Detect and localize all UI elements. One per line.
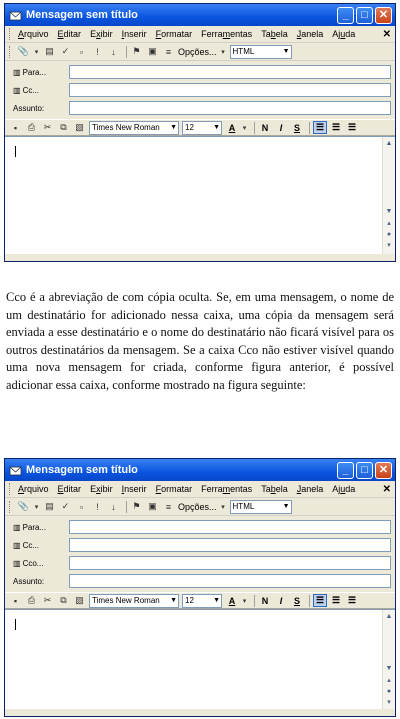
window-title: Mensagem sem título (26, 464, 138, 476)
close-button[interactable]: ✕ (375, 7, 392, 24)
options-icon[interactable]: ≡ (165, 46, 172, 57)
chevron-down-icon: ▼ (213, 123, 220, 131)
dropdown-arrow-icon[interactable]: ▾ (34, 503, 39, 511)
to-row (13, 63, 391, 81)
menu-item-1[interactable]: Editar (57, 29, 82, 39)
bcc-label: Cco... (22, 558, 44, 568)
window-title: Mensagem sem título (26, 9, 138, 21)
font-name-select[interactable] (89, 594, 179, 608)
options-button[interactable]: Opções... (178, 46, 217, 57)
menu-item-5[interactable]: Ferramentas (201, 29, 253, 39)
align-left-icon[interactable]: ☰ (313, 594, 327, 607)
underline-button[interactable]: S (293, 122, 300, 133)
save-icon[interactable]: ▪ (13, 122, 18, 133)
separator (254, 122, 255, 134)
next-page-icon[interactable]: ▾ (387, 242, 391, 249)
chevron-down-icon: ▼ (282, 502, 290, 510)
toolbar-grip (9, 46, 13, 58)
align-center-icon[interactable]: ☰ (331, 595, 341, 605)
menu-item-5[interactable]: Ferramentas (201, 484, 253, 494)
bold-button[interactable]: N (261, 122, 269, 133)
to-input[interactable] (69, 520, 391, 534)
menu-item-4[interactable]: Formatar (155, 29, 193, 39)
attach-icon[interactable]: 📎 (17, 46, 30, 56)
menu-item-6[interactable]: Tabela (261, 29, 288, 39)
priority-low-icon[interactable]: ↓ (111, 46, 116, 57)
next-page-icon[interactable]: ▾ (387, 699, 391, 706)
font-color-icon[interactable]: A (228, 122, 236, 133)
dropdown-arrow-icon[interactable]: ▾ (242, 597, 247, 605)
to-label: Para... (22, 522, 47, 532)
priority-high-icon[interactable]: ! (96, 46, 99, 57)
cc-button[interactable] (13, 541, 69, 550)
close-button[interactable]: ✕ (375, 462, 392, 479)
to-input[interactable] (69, 65, 391, 79)
cc-row (13, 536, 391, 554)
minimize-button[interactable]: _ (337, 462, 354, 479)
address-book-icon[interactable]: ▤ (45, 46, 54, 56)
spell-check-icon[interactable]: ✓ (61, 46, 70, 56)
menu-item-7[interactable]: Janela (296, 484, 324, 494)
italic-button[interactable]: I (279, 122, 283, 133)
scroll-down-icon[interactable]: ▼ (385, 664, 393, 672)
font-name-value: Times New Roman (92, 595, 160, 605)
formatting-toolbar (5, 592, 395, 609)
format-value: HTML (232, 501, 255, 511)
scroll-up-icon[interactable]: ▲ (385, 612, 393, 620)
encrypt-icon[interactable]: ▣ (148, 501, 157, 511)
subject-label: Assunto: (13, 103, 45, 113)
address-book-icon: ▥ (13, 85, 21, 95)
dropdown-arrow-icon[interactable]: ▾ (221, 503, 225, 511)
bcc-input[interactable] (69, 556, 391, 570)
browse-object-icon[interactable]: ● (386, 230, 392, 238)
format-value: HTML (232, 46, 255, 56)
font-size-value: 12 (185, 122, 194, 132)
font-size-select[interactable] (182, 594, 222, 608)
address-fields (5, 61, 395, 119)
formatting-toolbar (5, 119, 395, 136)
previous-page-icon[interactable]: ▴ (387, 220, 391, 227)
menu-item-1[interactable]: Editar (57, 484, 82, 494)
previous-page-icon[interactable]: ▴ (387, 677, 391, 684)
font-size-select[interactable] (182, 121, 222, 135)
format-select[interactable] (230, 45, 292, 59)
menu-item-3[interactable]: Inserir (121, 484, 147, 494)
scroll-down-icon[interactable]: ▼ (385, 207, 393, 215)
priority-low-icon[interactable]: ↓ (111, 501, 116, 512)
flag-icon[interactable]: ⚑ (132, 501, 141, 511)
text-cursor (15, 619, 16, 630)
cc-label: Cc... (22, 85, 40, 95)
standard-toolbar (5, 43, 395, 61)
subject-label: Assunto: (13, 576, 45, 586)
text-cursor (15, 146, 16, 157)
paste-icon[interactable]: ▧ (75, 595, 84, 605)
to-button[interactable] (13, 523, 69, 532)
vertical-scrollbar[interactable] (382, 137, 395, 254)
align-left-icon[interactable]: ☰ (313, 121, 327, 134)
maximize-button[interactable]: □ (356, 462, 373, 479)
spell-check-icon[interactable]: ✓ (61, 501, 70, 511)
compose-window-1 (4, 3, 396, 262)
address-book-icon: ▥ (13, 522, 21, 532)
scroll-up-icon[interactable]: ▲ (385, 139, 393, 147)
to-row (13, 518, 391, 536)
menu-bar (5, 26, 395, 43)
menu-item-3[interactable]: Inserir (121, 29, 147, 39)
font-name-value: Times New Roman (92, 122, 160, 132)
attach-file-icon[interactable]: ▫ (79, 46, 84, 57)
chevron-down-icon: ▼ (170, 596, 177, 604)
cc-row (13, 81, 391, 99)
flag-icon[interactable]: ⚑ (132, 46, 141, 56)
menu-item-4[interactable]: Formatar (155, 484, 193, 494)
to-button[interactable] (13, 68, 69, 77)
attach-icon[interactable]: 📎 (17, 501, 30, 511)
maximize-button[interactable]: □ (356, 7, 373, 24)
cc-input[interactable] (69, 538, 391, 552)
underline-button[interactable]: S (293, 595, 300, 606)
print-icon[interactable]: ⎙ (27, 122, 36, 132)
font-color-icon[interactable]: A (228, 595, 236, 606)
chevron-down-icon: ▼ (170, 123, 177, 131)
outlook-express-icon (8, 8, 22, 22)
cc-button[interactable] (13, 86, 69, 95)
menu-item-8[interactable]: Ajuda (332, 29, 356, 39)
bcc-button[interactable] (13, 559, 69, 568)
save-icon[interactable]: ▪ (13, 595, 18, 606)
message-body[interactable] (5, 136, 395, 254)
cc-input[interactable] (69, 83, 391, 97)
align-center-icon[interactable]: ☰ (331, 122, 341, 132)
close-document-icon[interactable]: ✕ (382, 28, 391, 40)
paste-icon[interactable]: ▧ (75, 122, 84, 132)
dropdown-arrow-icon[interactable]: ▾ (242, 124, 247, 132)
align-right-icon[interactable]: ☰ (347, 595, 357, 605)
menu-bar (5, 481, 395, 498)
copy-icon[interactable]: ⧉ (60, 122, 67, 132)
font-size-value: 12 (185, 595, 194, 605)
italic-button[interactable]: I (279, 595, 283, 606)
copy-icon[interactable]: ⧉ (60, 595, 67, 605)
options-icon[interactable]: ≡ (165, 501, 172, 512)
format-select[interactable] (230, 500, 292, 514)
attach-file-icon[interactable]: ▫ (79, 501, 84, 512)
minimize-button[interactable]: _ (337, 7, 354, 24)
menu-item-8[interactable]: Ajuda (332, 484, 356, 494)
align-right-icon[interactable]: ☰ (347, 122, 357, 132)
priority-high-icon[interactable]: ! (96, 501, 99, 512)
browse-object-icon[interactable]: ● (386, 687, 392, 695)
encrypt-icon[interactable]: ▣ (148, 46, 157, 56)
bold-button[interactable]: N (261, 595, 269, 606)
address-book-icon: ▥ (13, 558, 21, 568)
menu-item-7[interactable]: Janela (296, 29, 324, 39)
separator (254, 595, 255, 607)
subject-row (13, 572, 391, 590)
cut-icon[interactable]: ✂ (43, 595, 52, 605)
address-book-icon[interactable]: ▤ (45, 501, 54, 511)
menu-item-0[interactable]: Arquivo (18, 29, 49, 39)
separator (309, 122, 310, 134)
title-bar[interactable] (5, 459, 395, 481)
menu-grip (9, 28, 13, 40)
separator (126, 501, 127, 513)
chevron-down-icon: ▼ (282, 47, 290, 55)
cc-label: Cc... (22, 540, 40, 550)
to-label: Para... (22, 67, 47, 77)
message-body[interactable] (5, 609, 395, 709)
chevron-down-icon: ▼ (213, 596, 220, 604)
separator (126, 46, 127, 58)
menu-item-2[interactable]: Exibir (90, 29, 113, 39)
address-fields (5, 516, 395, 592)
vertical-scrollbar[interactable] (382, 610, 395, 709)
subject-row (13, 99, 391, 117)
print-icon[interactable]: ⎙ (27, 595, 36, 605)
standard-toolbar (5, 498, 395, 516)
dropdown-arrow-icon[interactable]: ▾ (221, 48, 225, 56)
menu-grip (9, 483, 13, 495)
outlook-express-icon (8, 463, 22, 477)
font-name-select[interactable] (89, 121, 179, 135)
compose-window-2 (4, 458, 396, 717)
toolbar-grip (9, 501, 13, 513)
separator (309, 595, 310, 607)
close-document-icon[interactable]: ✕ (382, 483, 391, 495)
menu-item-2[interactable]: Exibir (90, 484, 113, 494)
address-book-icon: ▥ (13, 540, 21, 550)
title-bar[interactable] (5, 4, 395, 26)
subject-input[interactable] (69, 101, 391, 115)
menu-item-0[interactable]: Arquivo (18, 484, 49, 494)
menu-item-6[interactable]: Tabela (261, 484, 288, 494)
options-button[interactable]: Opções... (178, 501, 217, 512)
bcc-row (13, 554, 391, 572)
address-book-icon: ▥ (13, 67, 21, 77)
explanation-paragraph: Cco é a abreviação de com cópia oculta. Se, em uma mensagem, o nome de um destinatário for adicionado nessa caixa, uma cópia da mensagem será enviada a esse destinatário e o nome do destinatário não ficará visível para os outros destinatários da mensagem. Se a caixa Cco não estiver visível quando uma nova mensagem for criada, conforme figura anterior, é possível adicionar essa caixa, conforme mostrado na figura seguinte: (6, 290, 394, 392)
dropdown-arrow-icon[interactable]: ▾ (34, 48, 39, 56)
subject-input[interactable] (69, 574, 391, 588)
cut-icon[interactable]: ✂ (43, 122, 52, 132)
